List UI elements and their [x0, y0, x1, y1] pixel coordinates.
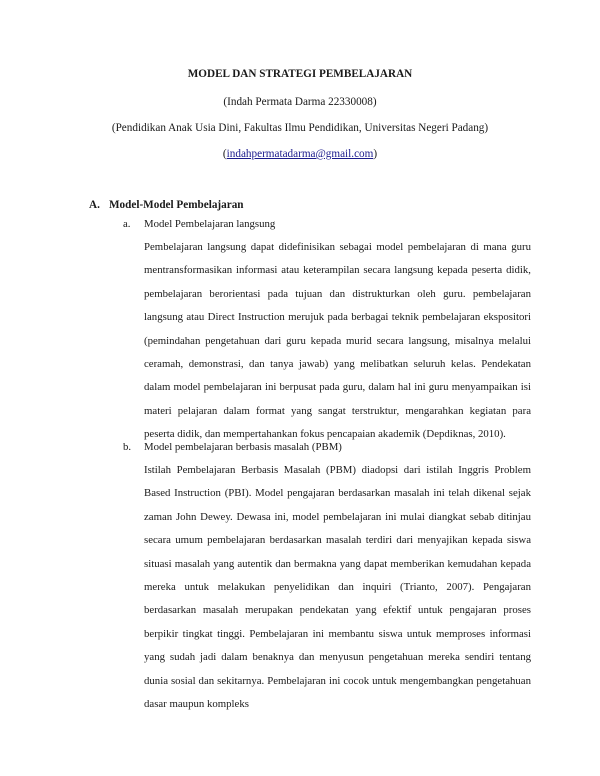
email-line	[0, 148, 600, 160]
author-line: (Indah Permata Darma 22330008)	[223, 96, 377, 108]
subsection-letter: b.	[123, 441, 132, 453]
subsection-title: Model pembelajaran berbasis masalah (PBM)	[144, 441, 342, 453]
paragraph-pbm: Istilah Pembelajaran Berbasis Masalah (PBM) diadopsi dari istilah Inggris Problem Based Instruction (PBI). Model pengajaran berdasarkan masalah ini telah dikenal sejak zaman John Dewey. Dewasa ini, model pembelajaran ini mulai diangkat sebab ditinjau secara umum pembelajaran berdasarkan masalah terdiri dari menyajikan kepada siswa situasi masalah yang autentik dan bermakna yang dapat memberikan kemudahan kepada mereka untuk melakukan penyelidikan dan inquiri (Trianto, 2007). Pengajaran berdasarkan masalah merupakan pendekatan yang efektif untuk pengajaran proses berpikir tingkat tinggi. Pembelajaran ini membantu siswa untuk memproses informasi yang sudah jadi dalam benaknya dan menyusun pengetahuan mereka sendiri tentang dunia sosial dan sekitarnya. Pembelajaran ini cocok untuk mengembangkan pengetahuan dasar maupun kompleks	[144, 464, 531, 711]
email-open-paren: (	[222, 148, 227, 160]
subsection-heading-b	[123, 441, 342, 453]
email-close-paren: )	[373, 148, 378, 160]
email-link[interactable]: indahpermatadarma@gmail.com	[226, 148, 374, 160]
document-title: MODEL DAN STRATEGI PEMBELAJARAN	[187, 68, 413, 80]
subsection-title: Model Pembelajaran langsung	[144, 218, 276, 230]
section-heading	[89, 199, 244, 211]
section-title: Model-Model Pembelajaran	[109, 199, 244, 211]
paragraph-direct-instruction: Pembelajaran langsung dapat didefinisikan sebagai model pembelajaran di mana guru mentransformasikan informasi atau keterampilan secara langsung kepada peserta didik, pembelajaran berorientasi pada tujuan dan distrukturkan oleh guru. pembelajaran langsung atau Direct Instruction merujuk pada berbagai teknik pembelajaran ekspositori (pemindahan pengetahuan dari guru kepada murid secara langsung, misalnya melalui ceramah, demonstrasi, dan tanya jawab) yang melibatkan seluruh kelas. Pendekatan dalam model pembelajaran ini berpusat pada guru, dalam hal ini guru menyampaikan isi materi pelajaran dalam format yang sangat terstruktur, mengarahkan kegiatan para peserta didik, dan mempertahankan fokus pencapaian akademik (Depdiknas, 2010).	[144, 241, 531, 441]
subsection-letter: a.	[123, 218, 131, 230]
subsection-heading-a	[123, 218, 275, 230]
section-number: A.	[89, 199, 100, 211]
affiliation-line: (Pendidikan Anak Usia Dini, Fakultas Ilmu Pendidikan, Universitas Negeri Padang)	[111, 122, 489, 134]
